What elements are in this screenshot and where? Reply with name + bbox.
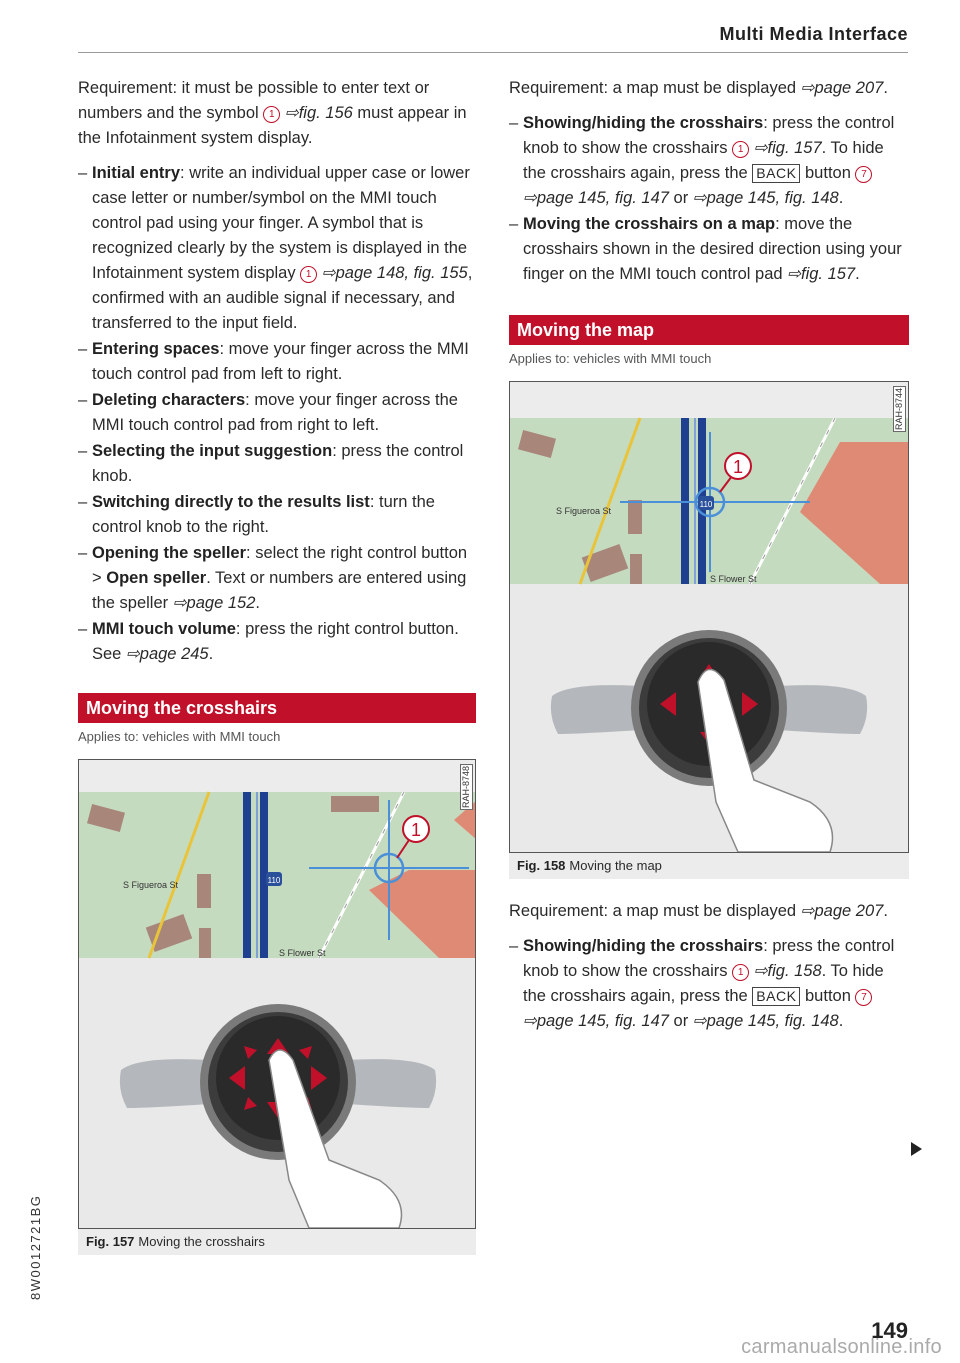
intro-paragraph: Requirement: it must be possible to enter text or numbers and the symbol 1 ⇨fig. 156 must appear in the Infotainment system display.	[78, 79, 467, 147]
list-item: – Initial entry: write an individual upper case or lower case letter or number/symbol on the MMI touch control pad using your finger. A symbol that is recognized clearly by the system is displayed in the Infotainment system display 1 ⇨page 148, fig. 155, confirmed with an audible signal if necessary, and transferred to the input field.	[78, 161, 476, 336]
callout-1: 1	[732, 141, 749, 158]
street-label: S Flower St	[279, 948, 326, 958]
list-item: – Switching directly to the results list: turn the control knob to the right.	[78, 490, 476, 540]
figure-157	[78, 759, 476, 1229]
watermark: carmanualsonline.info	[741, 1336, 942, 1358]
applies-note: Applies to: vehicles with MMI touch	[509, 351, 712, 366]
highway-shield: 110	[267, 876, 281, 885]
street-label: S Figueroa St	[556, 506, 612, 516]
arrow-right-icon: ⇨	[284, 104, 299, 122]
callout-7: 7	[855, 989, 872, 1006]
arrow-right-icon: ⇨	[692, 189, 707, 207]
arrow-right-icon: ⇨	[753, 139, 768, 157]
map-callout-1: 1	[732, 457, 744, 477]
street-label: S Figueroa St	[123, 880, 179, 890]
figure-157-illustration	[79, 760, 476, 1228]
arrow-right-icon: ⇨	[125, 645, 140, 663]
figure-158-illustration	[510, 382, 908, 852]
list-item: – Deleting characters: move your finger across the MMI touch control pad from right to left.	[78, 388, 476, 438]
triangle-right-icon	[911, 1142, 922, 1156]
list-item: – Opening the speller: select the right control button > Open speller. Text or numbers are entered using the speller ⇨page 152.	[78, 541, 476, 616]
applies-note: Applies to: vehicles with MMI touch	[78, 729, 281, 744]
list-item: – Showing/hiding the crosshairs: press the control knob to show the crosshairs 1 ⇨fig. 158. To hide the crosshairs again, press the BACK button 7 ⇨page 145, fig. 147 or ⇨page 145, fig. 148.	[509, 934, 909, 1034]
map-list	[509, 934, 909, 1034]
list-item: – Entering spaces: move your finger across the MMI touch control pad from left to right.	[78, 337, 476, 387]
header-divider	[78, 52, 908, 53]
list-item: – Moving the crosshairs on a map: move the crosshairs shown in the desired direction using your finger on the MMI touch control pad ⇨fig. 157.	[509, 212, 909, 287]
back-button-label: BACK	[752, 164, 800, 183]
figure-caption: Fig. 158 Moving the map	[509, 853, 909, 879]
arrow-right-icon: ⇨	[753, 962, 768, 980]
callout-1: 1	[300, 266, 317, 283]
arrow-right-icon: ⇨	[321, 264, 336, 282]
map-callout-1: 1	[410, 820, 422, 840]
left-column	[78, 76, 476, 1255]
right-column	[509, 76, 909, 1042]
list-item: – MMI touch volume: press the right control button. See ⇨page 245.	[78, 617, 476, 667]
requirement-paragraph: Requirement: a map must be displayed ⇨page 207.	[509, 902, 888, 920]
arrow-right-icon: ⇨	[800, 902, 815, 920]
page-number: 149	[871, 1318, 908, 1343]
crosshair-list	[509, 111, 909, 287]
cross-reference: ⇨fig. 156	[284, 104, 353, 122]
callout-1: 1	[732, 964, 749, 981]
arrow-right-icon: ⇨	[800, 79, 815, 97]
list-item: – Showing/hiding the crosshairs: press the control knob to show the crosshairs 1 ⇨fig. 157. To hide the crosshairs again, press the BACK button 7 ⇨page 145, fig. 147 or ⇨page 145, fig. 148.	[509, 111, 909, 211]
page-header-title: Multi Media Interface	[719, 24, 908, 44]
arrow-right-icon: ⇨	[172, 594, 187, 612]
arrow-right-icon: ⇨	[787, 265, 801, 283]
arrow-right-icon: ⇨	[692, 1012, 707, 1030]
section-heading-moving-map: Moving the map	[509, 315, 909, 345]
figure-code: RAH-8744	[894, 388, 904, 431]
entry-list	[78, 161, 476, 667]
arrow-right-icon: ⇨	[523, 189, 537, 207]
callout-7: 7	[855, 166, 872, 183]
street-label: S Flower St	[710, 574, 757, 584]
section-heading-moving-crosshairs: Moving the crosshairs	[78, 693, 476, 723]
figure-code: RAH-8748	[461, 766, 471, 809]
figure-158	[509, 381, 909, 853]
figure-caption: Fig. 157 Moving the crosshairs	[78, 1229, 476, 1255]
back-button-label: BACK	[752, 987, 800, 1006]
highway-shield: 110	[699, 500, 713, 509]
document-code: 8W0012721BG	[28, 1194, 43, 1300]
list-item: – Selecting the input suggestion: press the control knob.	[78, 439, 476, 489]
arrow-right-icon: ⇨	[523, 1012, 537, 1030]
requirement-paragraph: Requirement: a map must be displayed ⇨page 207.	[509, 79, 888, 97]
callout-1: 1	[263, 106, 280, 123]
